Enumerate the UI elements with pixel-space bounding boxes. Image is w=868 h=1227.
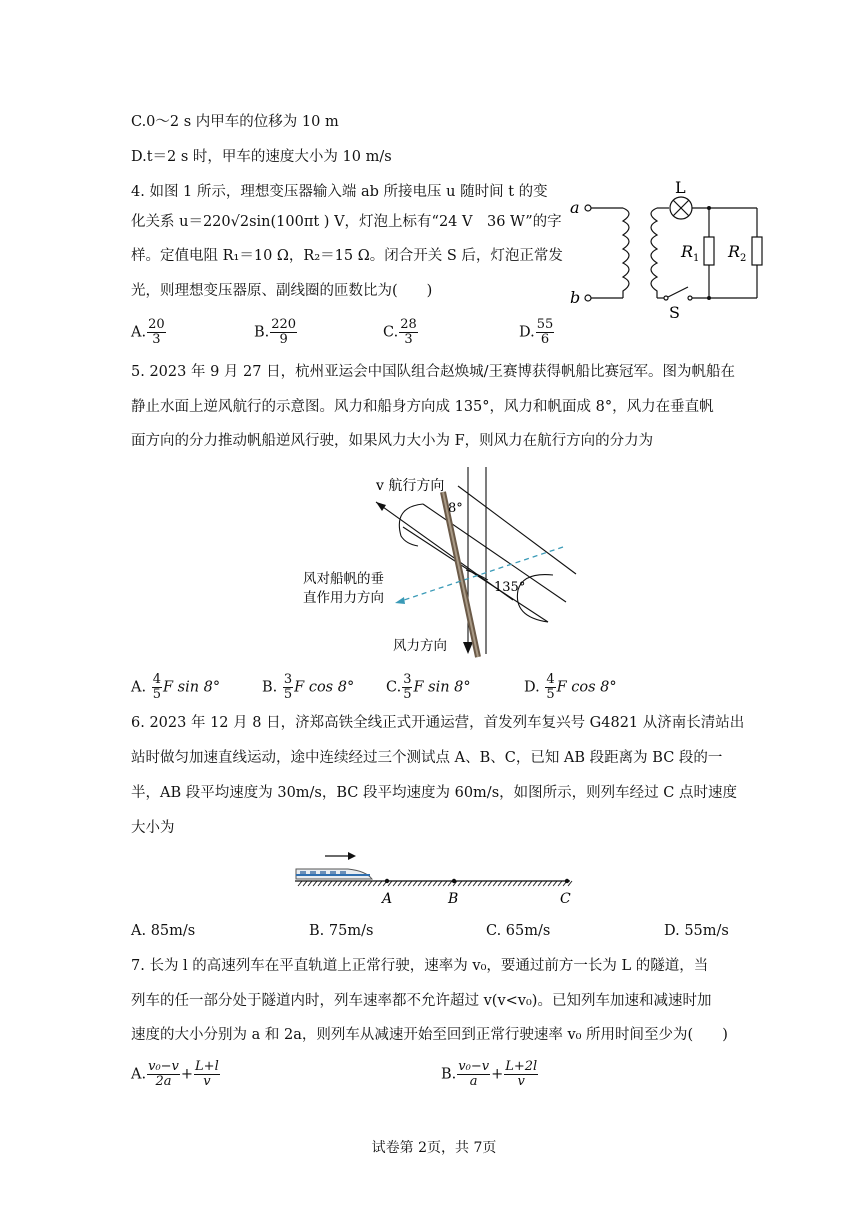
terminal-b-label: b: [570, 288, 581, 307]
q4-line-4: 光，则理想变压器原、副线圈的匝数比为( ): [131, 283, 433, 299]
q6-option-a: A. 85m/s: [131, 923, 196, 939]
r1-label: R: [681, 242, 694, 261]
q6-line-4: 大小为: [131, 820, 175, 836]
q5-line-3: 面方向的分力推动帆船逆风行驶，如果风力大小为 F，则风力在航行方向的分力为: [131, 433, 654, 449]
r1-subscript: 1: [693, 253, 700, 264]
r2-label: R: [728, 242, 741, 261]
terminal-a-label: a: [570, 198, 580, 217]
q7-line-3: 速度的大小分别为 a 和 2a，则列车从减速开始至回到正常行驶速率 v₀ 所用时间至少为( ): [131, 1027, 728, 1043]
q6-line-3: 半，AB 段平均速度为 30m/s，BC 段平均速度为 60m/s，如图所示，则列车经过 C 点时速度: [131, 785, 737, 801]
q7-option-b: B. $\frac{\text{v₀−v}}{a}$ + $\frac{L+2l}{v}$: [441, 1059, 538, 1089]
q4-line-1: 4. 如图 1 所示，理想变压器输入端 ab 所接电压 u 随时间 t 的变: [131, 184, 548, 200]
resistor-r2: [752, 237, 762, 265]
angle-135-label: 135°: [494, 580, 526, 595]
q6-line-1: 6. 2023 年 12 月 8 日，济郑高铁全线正式开通运营，首发列车复兴号 G4821 从济南长清站出: [131, 715, 745, 731]
primary-coil: [623, 208, 629, 298]
perpendicular-label-1: 风对船帆的垂: [303, 571, 384, 587]
q4-line-3: 样。定值电阻 R₁＝10 Ω，R₂＝15 Ω。闭合开关 S 后，灯泡正常发: [131, 248, 563, 264]
q6-option-d: D. 55m/s: [664, 923, 729, 939]
switch-s: [668, 287, 688, 297]
q6-option-b: B. 75m/s: [309, 923, 374, 939]
secondary-coil: [651, 208, 657, 298]
r2-subscript: 2: [740, 253, 747, 264]
q4-option-b: B. $\frac{220}{9}$: [254, 317, 297, 347]
wind-arrow-head: [463, 642, 473, 654]
train-track-figure: [290, 845, 590, 910]
page-footer: 试卷第 2页，共 7页: [371, 1140, 497, 1156]
point-a-label: A: [382, 891, 393, 907]
switch-label: S: [669, 303, 680, 322]
q7-line-2: 列车的任一部分处于隧道内时，列车速率都不允许超过 v(v<v₀)。已知列车加速和减速时加: [131, 993, 712, 1009]
point-b-label: B: [448, 891, 459, 907]
q3-option-c: C.0～2 s 内甲车的位移为 10 m: [131, 114, 339, 130]
q4-option-c: C. $\frac{28}{3}$: [383, 317, 417, 347]
heading-label: v 航行方向: [376, 478, 445, 494]
q4-line-2: 化关系 u＝220√2sin(100πt ) V，灯泡上标有“24 V 36 W”的字: [131, 214, 562, 230]
q7-option-a: A. $\frac{\text{v₀−v}}{2a}$ + $\frac{L+l}{v}$: [131, 1059, 219, 1089]
q5-option-b: B. $\frac{3}{5}$ F cos 8°: [262, 672, 355, 702]
train-icon: [296, 869, 372, 879]
q7-line-1: 7. 长为 l 的高速列车在平直轨道上正常行驶，速率为 v₀，要通过前方一长为 L 的隧道，当: [131, 958, 709, 974]
q5-option-c: C. $\frac{3}{5}$ F sin 8°: [386, 672, 471, 702]
q4-option-a: A. $\frac{20}{3}$: [131, 317, 165, 347]
q3-option-d: D.t＝2 s 时，甲车的速度大小为 10 m/s: [131, 149, 392, 165]
q5-option-a: A. $\frac{4}{5}$ F sin 8°: [131, 672, 221, 702]
perpendicular-label-2: 直作用力方向: [303, 590, 384, 606]
transformer-circuit-figure: [565, 175, 780, 325]
lamp-label: L: [675, 178, 686, 197]
point-c: [565, 879, 569, 883]
point-c-label: C: [560, 891, 571, 907]
point-b: [452, 879, 456, 883]
q5-option-d: D. $\frac{4}{5}$ F cos 8°: [524, 672, 617, 702]
q5-line-1: 5. 2023 年 9 月 27 日，杭州亚运会中国队组合赵焕城/王赛博获得帆船比赛冠军。图为帆船在: [131, 364, 735, 380]
q6-option-c: C. 65m/s: [486, 923, 551, 939]
point-a: [385, 879, 389, 883]
resistor-r1: [704, 237, 714, 265]
angle-8-label: 8°: [448, 501, 463, 516]
q5-line-2: 静止水面上逆风航行的示意图。风力和船身方向成 135°，风力和帆面成 8°，风力在垂直帆: [131, 399, 714, 415]
wind-direction-label: 风力方向: [393, 638, 447, 654]
q6-line-2: 站时做匀加速直线运动，途中连续经过三个测试点 A、B、C，已知 AB 段距离为 BC 段的一: [131, 750, 723, 766]
q4-option-d: D. $\frac{55}{6}$: [519, 317, 554, 347]
sailboat-figure: [298, 462, 580, 662]
